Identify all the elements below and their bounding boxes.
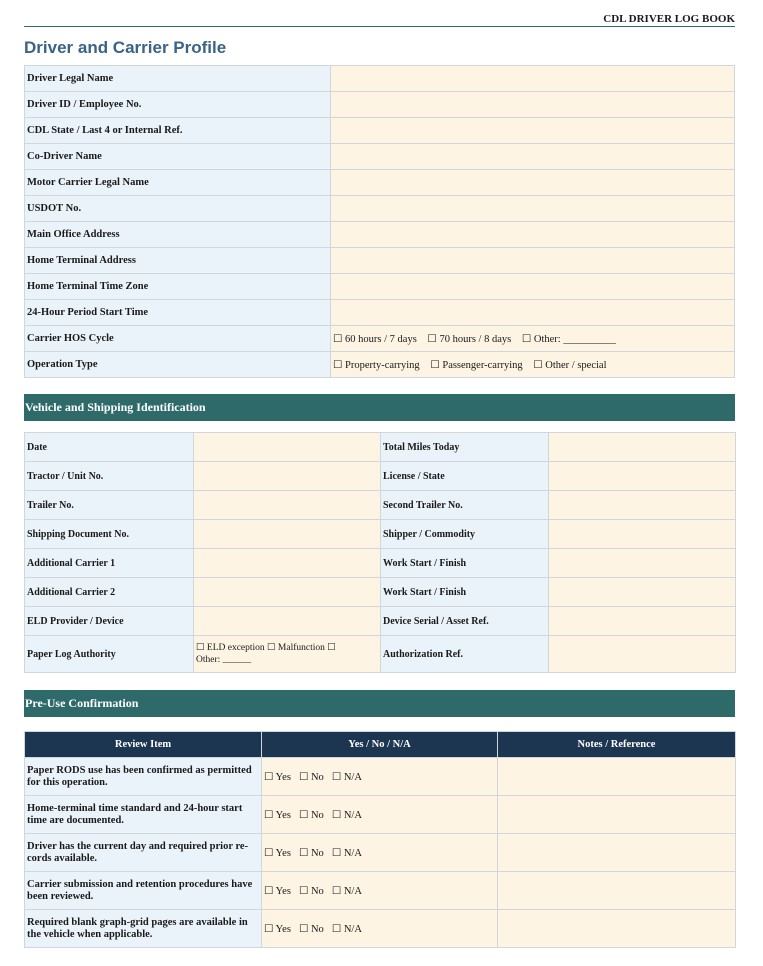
na-checkbox[interactable]: ☐ N/A (331, 809, 362, 821)
profile-field-label: USDOT No. (25, 196, 331, 222)
operation-option-passenger[interactable]: ☐ Passenger-carrying (430, 359, 523, 371)
yes-no-na-choices (262, 872, 498, 910)
profile-field-label: Co-Driver Name (25, 144, 331, 170)
hos-option-other[interactable]: ☐ Other: __________ (521, 333, 616, 345)
no-checkbox[interactable]: ☐ No (298, 923, 324, 935)
profile-row (25, 92, 735, 118)
profile-row (25, 118, 735, 144)
header-rule (24, 26, 735, 27)
profile-field-input[interactable] (331, 118, 735, 144)
vehicle-section-heading: Vehicle and Shipping Identification (24, 394, 735, 421)
profile-field-label: Home Terminal Time Zone (25, 274, 331, 300)
notes-reference-field[interactable] (498, 872, 736, 910)
review-item-text: Home-terminal time standard and 24-hour start time are documented. (25, 796, 262, 834)
pre-use-confirmation-table (24, 731, 736, 948)
vehicle-row (25, 578, 736, 607)
confirmation-row (25, 910, 736, 948)
vehicle-field-input[interactable] (549, 520, 736, 549)
profile-field-input[interactable] (331, 66, 735, 92)
operation-option-property[interactable]: ☐ Property-carrying (333, 359, 420, 371)
notes-reference-field[interactable] (498, 758, 736, 796)
profile-field-input[interactable] (331, 300, 735, 326)
vehicle-field-label: Total Miles Today (381, 433, 549, 462)
yes-checkbox[interactable]: ☐ Yes (264, 771, 291, 783)
vehicle-row (25, 433, 736, 462)
vehicle-field-input[interactable] (194, 549, 381, 578)
hos-cycle-label: Carrier HOS Cycle (25, 326, 331, 352)
vehicle-row (25, 549, 736, 578)
profile-row (25, 300, 735, 326)
vehicle-field-input[interactable] (549, 549, 736, 578)
confirmation-row (25, 872, 736, 910)
profile-field-input[interactable] (331, 274, 735, 300)
vehicle-field-label: License / State (381, 462, 549, 491)
vehicle-field-input[interactable] (194, 491, 381, 520)
vehicle-field-label: Trailer No. (25, 491, 194, 520)
na-checkbox[interactable]: ☐ N/A (331, 847, 362, 859)
vehicle-field-input[interactable] (549, 462, 736, 491)
vehicle-field-label: Tractor / Unit No. (25, 462, 194, 491)
yes-no-na-choices (262, 910, 498, 948)
profile-field-input[interactable] (331, 170, 735, 196)
vehicle-field-input[interactable] (194, 462, 381, 491)
profile-field-label: Main Office Address (25, 222, 331, 248)
vehicle-field-input[interactable] (549, 433, 736, 462)
yes-no-na-choices (262, 758, 498, 796)
operation-type-label: Operation Type (25, 352, 331, 378)
vehicle-row-paper-log (25, 636, 736, 673)
document-title: CDL DRIVER LOG BOOK (603, 13, 735, 25)
vehicle-field-label: Additional Carrier 2 (25, 578, 194, 607)
profile-field-label: 24-Hour Period Start Time (25, 300, 331, 326)
profile-field-input[interactable] (331, 196, 735, 222)
column-header-yes-no-na: Yes / No / N/A (262, 732, 498, 758)
profile-row (25, 144, 735, 170)
vehicle-row (25, 462, 736, 491)
paper-log-authority-options[interactable] (194, 636, 381, 673)
vehicle-row (25, 491, 736, 520)
column-header-review-item: Review Item (25, 732, 262, 758)
confirmation-section-heading: Pre-Use Confirmation (24, 690, 735, 717)
vehicle-field-label: Work Start / Finish (381, 578, 549, 607)
profile-field-label: Motor Carrier Legal Name (25, 170, 331, 196)
vehicle-field-input[interactable] (549, 578, 736, 607)
vehicle-field-input[interactable] (194, 433, 381, 462)
profile-field-label: CDL State / Last 4 or Internal Ref. (25, 118, 331, 144)
na-checkbox[interactable]: ☐ N/A (331, 771, 362, 783)
confirmation-header-row (25, 732, 736, 758)
profile-field-label: Driver Legal Name (25, 66, 331, 92)
hos-option-70-8[interactable]: ☐ 70 hours / 8 days (427, 333, 512, 345)
notes-reference-field[interactable] (498, 910, 736, 948)
confirmation-row (25, 796, 736, 834)
vehicle-field-input[interactable] (194, 607, 381, 636)
profile-field-input[interactable] (331, 144, 735, 170)
review-item-text: Paper RODS use has been confirmed as permitted for this operation. (25, 758, 262, 796)
na-checkbox[interactable]: ☐ N/A (331, 923, 362, 935)
yes-checkbox[interactable]: ☐ Yes (264, 847, 291, 859)
vehicle-field-input[interactable] (194, 578, 381, 607)
profile-row-operation-type (25, 352, 735, 378)
driver-carrier-profile-table (24, 65, 735, 378)
vehicle-field-label: Work Start / Finish (381, 549, 549, 578)
confirmation-row (25, 758, 736, 796)
paper-log-options-line1: ☐ ELD exception ☐ Malfunction ☐ (196, 643, 336, 653)
authorization-ref-label: Authorization Ref. (381, 636, 549, 673)
vehicle-row (25, 520, 736, 549)
profile-row (25, 274, 735, 300)
profile-row (25, 170, 735, 196)
yes-checkbox[interactable]: ☐ Yes (264, 809, 291, 821)
yes-checkbox[interactable]: ☐ Yes (264, 923, 291, 935)
review-item-text: Driver has the current day and required prior re-cords available. (25, 834, 262, 872)
paper-log-options-line2: Other: ______ (196, 655, 252, 665)
na-checkbox[interactable]: ☐ N/A (331, 885, 362, 897)
column-header-notes: Notes / Reference (498, 732, 736, 758)
hos-cycle-options (331, 326, 735, 352)
review-item-text: Carrier submission and retention procedures have been reviewed. (25, 872, 262, 910)
profile-field-input[interactable] (331, 248, 735, 274)
profile-field-input[interactable] (331, 92, 735, 118)
vehicle-field-label: Shipping Document No. (25, 520, 194, 549)
vehicle-field-label: Second Trailer No. (381, 491, 549, 520)
no-checkbox[interactable]: ☐ No (298, 847, 324, 859)
yes-no-na-choices (262, 796, 498, 834)
authorization-ref-field[interactable] (549, 636, 736, 673)
vehicle-field-input[interactable] (194, 520, 381, 549)
vehicle-field-label: Shipper / Commodity (381, 520, 549, 549)
operation-option-other[interactable]: ☐ Other / special (533, 359, 607, 371)
operation-type-options (331, 352, 735, 378)
profile-field-input[interactable] (331, 222, 735, 248)
vehicle-field-label: ELD Provider / Device (25, 607, 194, 636)
profile-row (25, 248, 735, 274)
vehicle-field-input[interactable] (549, 491, 736, 520)
profile-field-label: Home Terminal Address (25, 248, 331, 274)
profile-heading: Driver and Carrier Profile (24, 38, 227, 57)
confirmation-row (25, 834, 736, 872)
paper-log-authority-label: Paper Log Authority (25, 636, 194, 673)
no-checkbox[interactable]: ☐ No (298, 809, 324, 821)
vehicle-field-label: Date (25, 433, 194, 462)
profile-row (25, 196, 735, 222)
profile-row (25, 66, 735, 92)
hos-option-60-7[interactable]: ☐ 60 hours / 7 days (333, 333, 417, 345)
no-checkbox[interactable]: ☐ No (298, 885, 324, 897)
vehicle-field-label: Device Serial / Asset Ref. (381, 607, 549, 636)
vehicle-field-label: Additional Carrier 1 (25, 549, 194, 578)
notes-reference-field[interactable] (498, 834, 736, 872)
yes-no-na-choices (262, 834, 498, 872)
vehicle-row (25, 607, 736, 636)
profile-field-label: Driver ID / Employee No. (25, 92, 331, 118)
vehicle-field-input[interactable] (549, 607, 736, 636)
review-item-text: Required blank graph-grid pages are available in the vehicle when applicable. (25, 910, 262, 948)
yes-checkbox[interactable]: ☐ Yes (264, 885, 291, 897)
vehicle-shipping-table (24, 432, 736, 673)
profile-row-hos-cycle (25, 326, 735, 352)
no-checkbox[interactable]: ☐ No (298, 771, 324, 783)
profile-row (25, 222, 735, 248)
notes-reference-field[interactable] (498, 796, 736, 834)
